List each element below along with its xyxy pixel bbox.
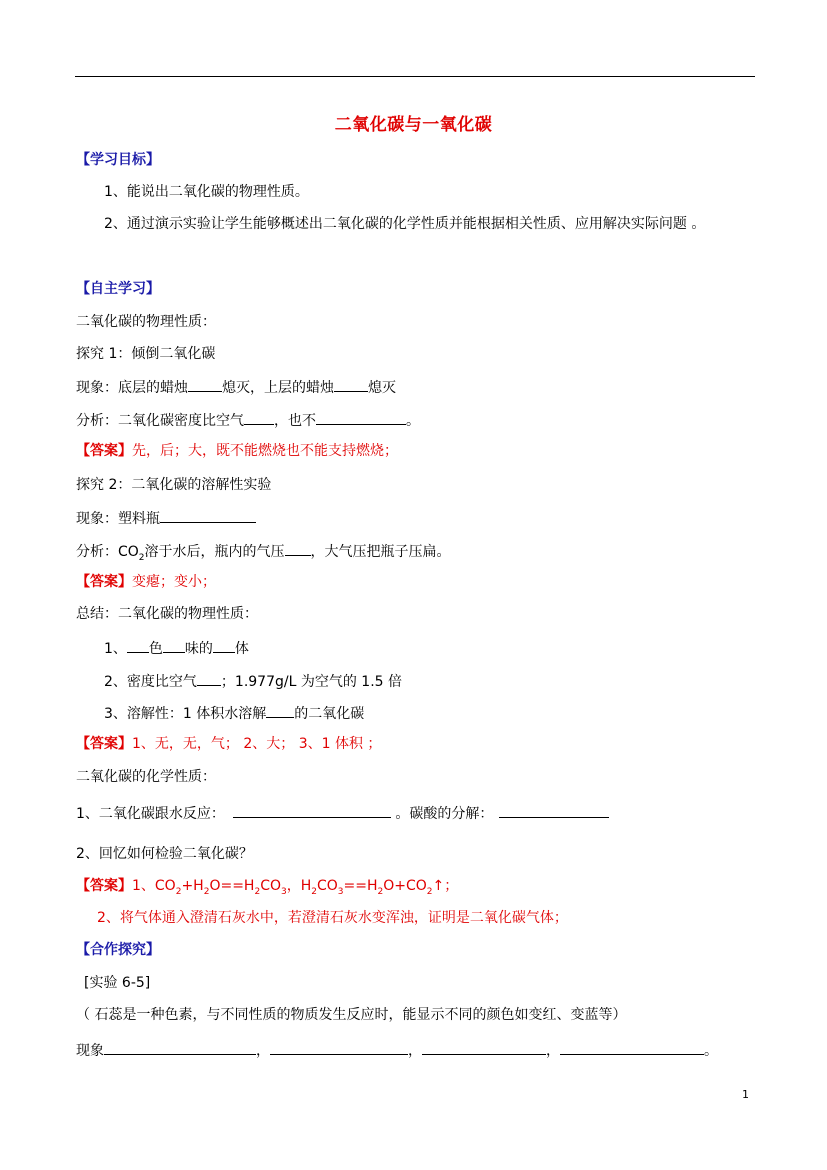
text: 现象 bbox=[76, 1043, 104, 1059]
text: 味的 bbox=[184, 641, 213, 657]
text: ， bbox=[256, 1043, 270, 1059]
blank bbox=[316, 410, 406, 425]
blank bbox=[499, 803, 609, 818]
page-number: 1 bbox=[742, 1088, 749, 1101]
text: 的二氧化碳 bbox=[294, 706, 365, 722]
page-title: 二氧化碳与一氧化碳 bbox=[334, 115, 493, 135]
exp1-title: 探究 1：倾倒二氧化碳 bbox=[76, 346, 216, 362]
answer-label: 【答案】 bbox=[76, 878, 132, 894]
text: 分析：CO bbox=[76, 544, 139, 560]
summary-3 bbox=[104, 703, 364, 723]
text: O==H bbox=[209, 878, 255, 894]
exp2-title: 探究 2：二氧化碳的溶解性实验 bbox=[76, 477, 272, 493]
text: 3、溶解性：1 体积水溶解 bbox=[104, 706, 267, 722]
chem-q1 bbox=[76, 803, 609, 823]
coop-exp: [实验 6-5] bbox=[84, 975, 151, 991]
text: ，也不 bbox=[274, 413, 316, 429]
chem-q2: 2、回忆如何检验二氧化碳？ bbox=[76, 846, 253, 862]
text: ， bbox=[546, 1043, 560, 1059]
text: +H bbox=[181, 878, 204, 894]
chemical-intro: 二氧化碳的化学性质： bbox=[76, 769, 216, 785]
section-goals: 【学习目标】 bbox=[76, 152, 160, 168]
blank bbox=[127, 638, 149, 653]
summary: 总结：二氧化碳的物理性质： bbox=[76, 606, 258, 622]
exp1-analysis bbox=[76, 410, 420, 430]
section-coop: 【合作探究】 bbox=[76, 942, 160, 958]
text: 体 bbox=[234, 641, 249, 657]
text: 。 bbox=[406, 413, 420, 429]
answer-label: 【答案】 bbox=[76, 736, 132, 752]
answer-text: 1、无，无，气； 2、大； 3、1 体积 ； bbox=[132, 736, 382, 752]
answer-label: 【答案】 bbox=[76, 443, 132, 459]
text: O+CO bbox=[383, 878, 427, 894]
blank bbox=[163, 638, 185, 653]
equation bbox=[132, 878, 459, 897]
blank bbox=[422, 1040, 546, 1055]
subscript: 2 bbox=[203, 886, 210, 897]
text: CO bbox=[260, 878, 281, 894]
answer-2 bbox=[76, 573, 216, 591]
physical-intro: 二氧化碳的物理性质： bbox=[76, 314, 216, 330]
section-self-study: 【自主学习】 bbox=[76, 281, 160, 297]
text: 现象：底层的蜡烛 bbox=[76, 380, 188, 396]
answer-4-part2: 2、将气体通入澄清石灰水中，若澄清石灰水变浑浊，证明是二氧化碳气体； bbox=[97, 910, 568, 926]
answer-4 bbox=[76, 877, 458, 895]
goal-2: 2、通过演示实验让学生能够概述出二氧化碳的化学性质并能根据相关性质、应用解决实际问题 。 bbox=[104, 216, 706, 232]
text: 色 bbox=[148, 641, 163, 657]
summary-1 bbox=[104, 638, 249, 658]
subscript: 3 bbox=[280, 886, 287, 897]
subscript: 3 bbox=[337, 886, 344, 897]
text: 2、密度比空气 bbox=[104, 674, 197, 690]
text: ↑； bbox=[432, 878, 459, 894]
text: ，大气压把瓶子压扁。 bbox=[310, 544, 451, 560]
text: 现象：塑料瓶 bbox=[76, 511, 160, 527]
blank bbox=[213, 638, 235, 653]
blank bbox=[188, 377, 222, 392]
coop-phenomenon bbox=[76, 1040, 718, 1060]
blank bbox=[270, 1040, 408, 1055]
text: 熄灭，上层的蜡烛 bbox=[222, 380, 334, 396]
text: 。 bbox=[704, 1043, 718, 1059]
answer-3 bbox=[76, 735, 381, 753]
coop-note: （ 石蕊是一种色素，与不同性质的物质发生反应时，能显示不同的颜色如变红、变蓝等） bbox=[76, 1007, 627, 1023]
text: 熄灭 bbox=[368, 380, 396, 396]
answer-text: 先，后；大，既不能燃烧也不能支持燃烧； bbox=[132, 443, 398, 459]
exp2-analysis bbox=[76, 541, 451, 561]
text: ；1.977g/L 为空气的 1.5 倍 bbox=[220, 674, 403, 690]
exp2-phenomenon bbox=[76, 508, 256, 528]
blank bbox=[233, 803, 391, 818]
subscript: 2 bbox=[138, 552, 145, 563]
blank bbox=[560, 1040, 704, 1055]
answer-text: 变瘪；变小； bbox=[132, 574, 216, 590]
text: ， bbox=[408, 1043, 422, 1059]
blank bbox=[266, 703, 294, 718]
text: 。碳酸的分解： bbox=[390, 806, 494, 822]
exp1-phenomenon bbox=[76, 377, 396, 397]
text: ==H bbox=[343, 878, 378, 894]
blank bbox=[334, 377, 368, 392]
answer-label: 【答案】 bbox=[76, 574, 132, 590]
header-rule bbox=[75, 76, 755, 77]
blank bbox=[160, 508, 256, 523]
goal-1: 1、能说出二氧化碳的物理性质。 bbox=[104, 184, 309, 200]
subscript: 2 bbox=[311, 886, 317, 897]
text: 1、 bbox=[104, 641, 127, 657]
text: ，H bbox=[286, 878, 312, 894]
blank bbox=[285, 541, 311, 556]
text: 1、CO bbox=[132, 878, 176, 894]
blank bbox=[244, 410, 274, 425]
blank bbox=[104, 1040, 256, 1055]
subscript: 2 bbox=[377, 886, 384, 897]
text: 分析：二氧化碳密度比空气 bbox=[76, 413, 244, 429]
subscript: 2 bbox=[426, 886, 433, 897]
text: 溶于水后，瓶内的气压 bbox=[144, 544, 285, 560]
blank bbox=[197, 671, 221, 686]
subscript: 2 bbox=[175, 886, 182, 897]
summary-2 bbox=[104, 671, 402, 691]
text: CO bbox=[316, 878, 338, 894]
subscript: 2 bbox=[254, 886, 261, 897]
text: 1、二氧化碳跟水反应： bbox=[76, 806, 225, 822]
answer-1 bbox=[76, 442, 398, 460]
